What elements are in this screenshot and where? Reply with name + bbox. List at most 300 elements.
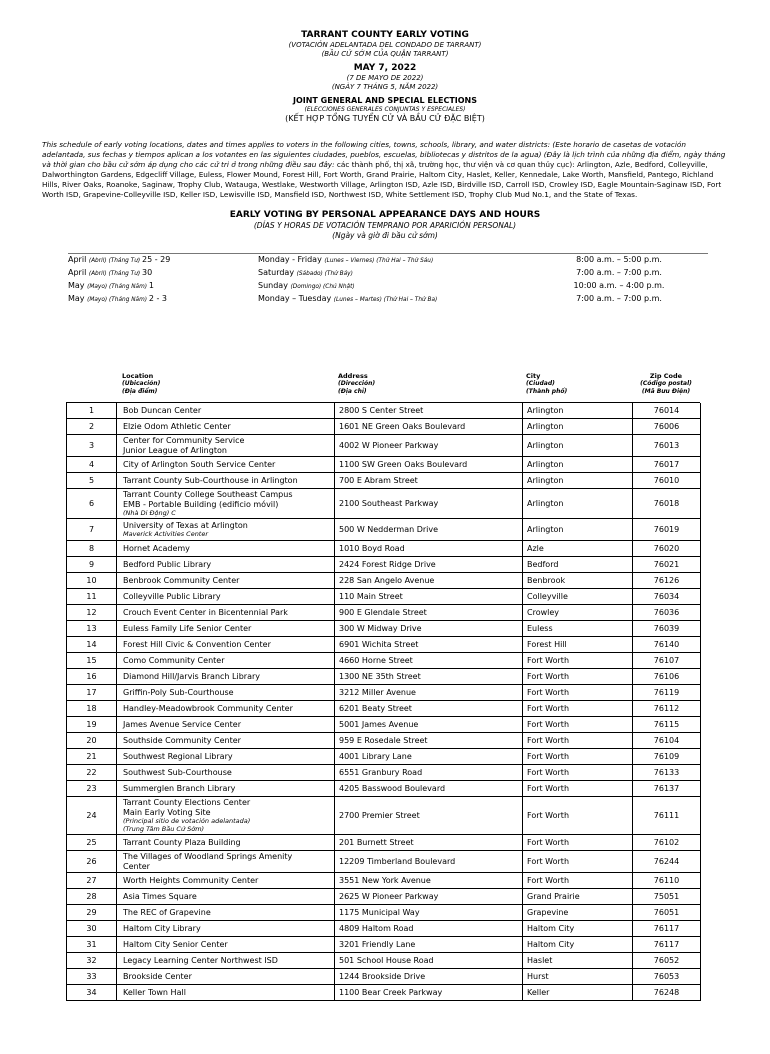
- schedule-row: [68, 254, 708, 267]
- location-name: Colleyville Public Library: [123, 591, 221, 601]
- location-name: Crouch Event Center in Bicentennial Park: [123, 607, 288, 617]
- table-row: [67, 457, 700, 473]
- location-city: Fort Worth: [523, 685, 633, 701]
- location-zip: 76126: [633, 573, 701, 589]
- row-number: 2: [67, 419, 117, 435]
- location-city: Fort Worth: [523, 873, 633, 889]
- location-zip: 76109: [633, 749, 701, 765]
- schedule-hours: 7:00 a.m. – 7:00 p.m.: [576, 294, 662, 303]
- document-title-spanish: (VOTACIÓN ADELANTADA DEL CONDADO DE TARRANT): [288, 41, 482, 49]
- location-name-cell: [117, 921, 335, 937]
- row-number: 4: [67, 457, 117, 473]
- location-name-cell: [117, 889, 335, 905]
- row-number: 20: [67, 733, 117, 749]
- row-number: 10: [67, 573, 117, 589]
- row-number: 24: [67, 797, 117, 835]
- row-number: 25: [67, 835, 117, 851]
- table-row: [67, 835, 700, 851]
- schedule-weekday: Saturday: [258, 268, 297, 277]
- location-name-cell: [117, 905, 335, 921]
- header-location-es: (Ubicación): [122, 380, 161, 387]
- schedule-weekday: Sunday: [258, 281, 291, 290]
- table-header: [66, 372, 700, 402]
- location-name: James Avenue Service Center: [123, 719, 241, 729]
- location-zip: 76052: [633, 953, 701, 969]
- location-name: Handley-Meadowbrook Community Center: [123, 703, 293, 713]
- location-zip: 76112: [633, 701, 701, 717]
- location-zip: 76010: [633, 473, 701, 489]
- location-address: 700 E Abram Street: [335, 473, 523, 489]
- schedule-weekdays: [258, 280, 534, 293]
- location-city: Arlington: [523, 457, 633, 473]
- location-name-cell: [117, 457, 335, 473]
- location-zip: 76107: [633, 653, 701, 669]
- location-zip: 76248: [633, 985, 701, 1001]
- election-name-spanish: (ELECCIONES GENERALES CONJUNTAS Y ESPECIALES): [304, 106, 466, 113]
- location-name-cell: [117, 621, 335, 637]
- location-name: The REC of Grapevine: [123, 907, 211, 917]
- schedule-row: [68, 280, 708, 293]
- location-address: 3212 Miller Avenue: [335, 685, 523, 701]
- location-zip: 76133: [633, 765, 701, 781]
- row-number: 34: [67, 985, 117, 1001]
- location-city: Azle: [523, 541, 633, 557]
- location-name: City of Arlington South Service Center: [123, 459, 276, 469]
- location-name-cell: [117, 835, 335, 851]
- location-city: Fort Worth: [523, 765, 633, 781]
- location-name-cell: [117, 669, 335, 685]
- location-name-cell: [117, 781, 335, 797]
- location-name: University of Texas at Arlington: [123, 520, 248, 530]
- location-name: Tarrant County Plaza Building: [123, 837, 241, 847]
- location-name-cell: [117, 653, 335, 669]
- table-row: [67, 873, 700, 889]
- location-name-cell: [117, 985, 335, 1001]
- location-name-cell: [117, 733, 335, 749]
- location-address: 1244 Brookside Drive: [335, 969, 523, 985]
- table-row: [67, 403, 700, 419]
- header-city: [522, 372, 632, 402]
- table-row: [67, 765, 700, 781]
- row-number: 19: [67, 717, 117, 733]
- table-row: [67, 851, 700, 873]
- schedule-month-translation: (Abril) (Tháng Tư): [88, 258, 142, 264]
- table-row: [67, 937, 700, 953]
- location-address: 4809 Haltom Road: [335, 921, 523, 937]
- location-address: 300 W Midway Drive: [335, 621, 523, 637]
- schedule-weekday-translation: (Domingo) (Chủ Nhật): [290, 284, 355, 290]
- location-address: 1100 SW Green Oaks Boulevard: [335, 457, 523, 473]
- table-row: [67, 953, 700, 969]
- schedule-row: [68, 267, 708, 280]
- table-row: [67, 435, 700, 457]
- table-row: [67, 717, 700, 733]
- section-title: EARLY VOTING BY PERSONAL APPEARANCE DAYS AND HOURS: [229, 210, 541, 220]
- table-row: [67, 519, 700, 541]
- location-name: Brookside Center: [123, 971, 192, 981]
- header-zip-label: Zip Code: [649, 372, 683, 380]
- location-zip: 76020: [633, 541, 701, 557]
- table-row: [67, 889, 700, 905]
- row-number: 33: [67, 969, 117, 985]
- schedule-hours: 7:00 a.m. – 7:00 p.m.: [576, 268, 662, 277]
- location-name: Center for Community Service: [123, 436, 245, 445]
- table-row: [67, 637, 700, 653]
- row-number: 16: [67, 669, 117, 685]
- location-address: 1300 NE 35th Street: [335, 669, 523, 685]
- location-zip: 76104: [633, 733, 701, 749]
- header-address: [334, 372, 522, 402]
- locations-table: [66, 372, 700, 1001]
- location-city: Grapevine: [523, 905, 633, 921]
- intro-paragraph: [42, 140, 728, 200]
- location-name-cell: [117, 749, 335, 765]
- election-date-spanish: (7 DE MAYO DE 2022): [346, 74, 424, 82]
- row-number: 31: [67, 937, 117, 953]
- row-number: 30: [67, 921, 117, 937]
- location-city: Arlington: [523, 473, 633, 489]
- location-address: 1010 Boyd Road: [335, 541, 523, 557]
- location-city: Colleyville: [523, 589, 633, 605]
- document-title-vietnamese: (BẦU CỬ SỚM CỦA QUẬN TARRANT): [321, 50, 449, 58]
- schedule-weekdays: [258, 254, 534, 267]
- location-name: Diamond Hill/Jarvis Branch Library: [123, 671, 260, 681]
- location-name: Euless Family Life Senior Center: [123, 623, 252, 633]
- schedule-table: [68, 253, 708, 306]
- schedule-dates: [68, 280, 258, 293]
- location-name-cell: [117, 435, 335, 457]
- table-row: [67, 733, 700, 749]
- location-zip: 76244: [633, 851, 701, 873]
- row-number: 22: [67, 765, 117, 781]
- table-row: [67, 669, 700, 685]
- row-number: 9: [67, 557, 117, 573]
- location-city: Benbrook: [523, 573, 633, 589]
- schedule-days: 2 - 3: [148, 294, 168, 303]
- location-name: Benbrook Community Center: [123, 575, 240, 585]
- schedule-row: [68, 293, 708, 306]
- location-name: Worth Heights Community Center: [123, 875, 259, 885]
- location-address: 1100 Bear Creek Parkway: [335, 985, 523, 1001]
- schedule-weekday-translation: (Sábado) (Thứ Bảy): [296, 271, 353, 277]
- location-address: 4205 Basswood Boulevard: [335, 781, 523, 797]
- location-name-cell: [117, 403, 335, 419]
- row-number: 13: [67, 621, 117, 637]
- location-zip: 76117: [633, 921, 701, 937]
- location-name: Asia Times Square: [123, 891, 197, 901]
- schedule-month: May: [68, 281, 88, 290]
- table-row: [67, 589, 700, 605]
- table-row: [67, 905, 700, 921]
- location-name: Haltom City Library: [123, 923, 201, 933]
- location-city: Fort Worth: [523, 717, 633, 733]
- header-zip-vi: (Mã Bưu Điện): [641, 388, 691, 395]
- section-title-spanish: (DÍAS Y HORAS DE VOTACIÓN TEMPRANO POR APARICIÓN PERSONAL): [253, 221, 517, 230]
- location-name-cell: [117, 541, 335, 557]
- row-number: 14: [67, 637, 117, 653]
- header-city-es: (Ciudad): [526, 380, 555, 387]
- election-date: MAY 7, 2022: [353, 63, 417, 73]
- location-zip: 76006: [633, 419, 701, 435]
- location-name: Griffin-Poly Sub-Courthouse: [123, 687, 234, 697]
- location-name: Como Community Center: [123, 655, 225, 665]
- schedule-hours: 10:00 a.m. – 4:00 p.m.: [573, 281, 665, 290]
- location-address: 110 Main Street: [335, 589, 523, 605]
- document-page: [0, 30, 770, 1054]
- location-note: (Trung Tâm Bầu Cử Sớm): [123, 825, 205, 833]
- location-city: Fort Worth: [523, 733, 633, 749]
- schedule-month: April: [68, 268, 89, 277]
- table-row: [67, 621, 700, 637]
- location-address: 4001 Library Lane: [335, 749, 523, 765]
- schedule-days: 25 - 29: [142, 255, 171, 264]
- row-number: 1: [67, 403, 117, 419]
- location-address: 12209 Timberland Boulevard: [335, 851, 523, 873]
- location-city: Forest Hill: [523, 637, 633, 653]
- location-city: Fort Worth: [523, 653, 633, 669]
- schedule-weekday: Monday – Tuesday: [258, 294, 334, 303]
- location-name: EMB - Portable Building (edificio móvil): [123, 499, 279, 509]
- location-name: Haltom City Senior Center: [123, 939, 228, 949]
- row-number: 11: [67, 589, 117, 605]
- row-number: 7: [67, 519, 117, 541]
- location-name-cell: [117, 937, 335, 953]
- location-city: Fort Worth: [523, 701, 633, 717]
- location-zip: 76051: [633, 905, 701, 921]
- table-row: [67, 489, 700, 519]
- location-name: Legacy Learning Center Northwest ISD: [123, 955, 278, 965]
- location-address: 2424 Forest Ridge Drive: [335, 557, 523, 573]
- location-address: 1175 Municipal Way: [335, 905, 523, 921]
- location-name-cell: [117, 717, 335, 733]
- row-number: 3: [67, 435, 117, 457]
- row-number: 18: [67, 701, 117, 717]
- header-zip: [632, 372, 700, 402]
- row-number: 28: [67, 889, 117, 905]
- location-city: Crowley: [523, 605, 633, 621]
- location-name: Junior League of Arlington: [123, 445, 227, 455]
- location-address: 3551 New York Avenue: [335, 873, 523, 889]
- location-note: (Principal sitio de votación adelantada): [123, 817, 251, 825]
- location-city: Fort Worth: [523, 835, 633, 851]
- document-header: [0, 30, 770, 124]
- location-name: Bedford Public Library: [123, 559, 212, 569]
- location-city: Keller: [523, 985, 633, 1001]
- location-city: Euless: [523, 621, 633, 637]
- row-number: 5: [67, 473, 117, 489]
- location-address: 6551 Granbury Road: [335, 765, 523, 781]
- location-name-cell: [117, 969, 335, 985]
- location-name-cell: [117, 851, 335, 873]
- location-zip: 76017: [633, 457, 701, 473]
- location-name: Summerglen Branch Library: [123, 783, 236, 793]
- table-row: [67, 685, 700, 701]
- location-name-cell: [117, 519, 335, 541]
- schedule-weekday-translation: (Lunes – Viernes) (Thứ Hai – Thứ Sáu): [324, 258, 434, 264]
- schedule-month-translation: (Mayo) (Tháng Năm): [87, 297, 149, 303]
- row-number: 8: [67, 541, 117, 557]
- location-zip: 76036: [633, 605, 701, 621]
- location-city: Bedford: [523, 557, 633, 573]
- location-zip: 76140: [633, 637, 701, 653]
- location-name: Keller Town Hall: [123, 987, 186, 997]
- header-address-vi: (Địa chỉ): [338, 388, 367, 395]
- table-row: [67, 701, 700, 717]
- row-number: 15: [67, 653, 117, 669]
- section-title-vietnamese: (Ngày và giờ đi bầu cử sớm): [332, 231, 438, 240]
- location-zip: 76014: [633, 403, 701, 419]
- location-zip: 76018: [633, 489, 701, 519]
- location-name-cell: [117, 637, 335, 653]
- location-address: 3201 Friendly Lane: [335, 937, 523, 953]
- location-zip: 76039: [633, 621, 701, 637]
- document-title: TARRANT COUNTY EARLY VOTING: [301, 30, 469, 40]
- location-city: Arlington: [523, 419, 633, 435]
- location-zip: 76115: [633, 717, 701, 733]
- election-name-vietnamese: (KẾT HỢP TỔNG TUYỂN CỬ VÀ BẦU CỬ ĐẶC BIỆT): [285, 114, 485, 123]
- row-number: 6: [67, 489, 117, 519]
- intro-italic-text: This schedule of early voting locations, dates and times applies to voters in the following cities, towns, schools, library, and water districts: (Este horario de casetas de votación adelantada, sus fechas y tiempos aplican a los votantes en las siguientes ciudades, pueblos, escuelas, bibliotecas y distritos de la agua) (Đây là lịch trình của những địa điểm, ngày tháng và thời gian cho bầu cử sớm áp dụng cho các cử tri ở trong những điều sau đây:: [42, 140, 726, 169]
- location-address: 5001 James Avenue: [335, 717, 523, 733]
- location-address: 2800 S Center Street: [335, 403, 523, 419]
- location-city: Fort Worth: [523, 669, 633, 685]
- schedule-weekday: Monday - Friday: [258, 255, 325, 264]
- location-city: Arlington: [523, 403, 633, 419]
- location-zip: 76137: [633, 781, 701, 797]
- location-note: (Nhà Di Động) C: [123, 509, 176, 517]
- location-city: Arlington: [523, 519, 633, 541]
- location-name: Hornet Academy: [123, 543, 190, 553]
- location-address: 2700 Premier Street: [335, 797, 523, 835]
- table-row: [67, 473, 700, 489]
- location-zip: 76106: [633, 669, 701, 685]
- header-address-es: (Dirección): [338, 380, 376, 387]
- row-number: 27: [67, 873, 117, 889]
- location-city: Hurst: [523, 969, 633, 985]
- schedule-days: 30: [142, 268, 153, 277]
- table-row: [67, 985, 700, 1001]
- location-zip: 76034: [633, 589, 701, 605]
- location-name-cell: [117, 953, 335, 969]
- table-row: [67, 781, 700, 797]
- table-row: [67, 921, 700, 937]
- table-row: [67, 419, 700, 435]
- row-number: 12: [67, 605, 117, 621]
- location-city: Arlington: [523, 435, 633, 457]
- location-name-cell: [117, 473, 335, 489]
- location-note: Maverick Activities Center: [123, 530, 209, 539]
- table-row: [67, 749, 700, 765]
- header-city-vi: (Thành phố): [526, 388, 568, 395]
- location-address: 959 E Rosedale Street: [335, 733, 523, 749]
- schedule-weekdays: [258, 293, 534, 306]
- location-name-cell: [117, 797, 335, 835]
- location-name: Southside Community Center: [123, 735, 241, 745]
- intro-plain-text: các thành phố, thị xã, trường học, thư viện và cơ quan thủy cục): Arlington, Azle, Bedford, Colleyville, Dalworthington Gardens, Edgecliff Village, Euless, Flower Mound, Forest Hill, Fort Worth, Grand Prairie, Haltom City, Haslet, Keller, Kennedale, Lake Worth, Mansfield, Pantego, Richland Hills, River Oaks, Roanoke, Saginaw, Trophy Club, Watauga, Westlake, Westworth Village, Arlington ISD, Azle ISD, Birdville ISD, Carroll ISD, Crowley ISD, Eagle Mountain-Saginaw ISD, Fort Worth ISD, Grapevine-Colleyville ISD, Keller ISD, Lewisville ISD, Mansfield ISD, Northwest ISD, White Settlement ISD, Trophy Club Mud No.1, and the State of Texas.: [42, 160, 722, 199]
- location-address: 501 School House Road: [335, 953, 523, 969]
- location-city: Fort Worth: [523, 851, 633, 873]
- location-name-cell: [117, 557, 335, 573]
- location-address: 900 E Glendale Street: [335, 605, 523, 621]
- location-address: 1601 NE Green Oaks Boulevard: [335, 419, 523, 435]
- schedule-weekday-translation: (Lunes – Martes) (Thứ Hai – Thứ Ba): [333, 297, 438, 303]
- schedule-hours: 8:00 a.m. – 5:00 p.m.: [576, 255, 662, 264]
- location-zip: 76117: [633, 937, 701, 953]
- location-name: The Villages of Woodland Springs Amenity: [123, 852, 293, 861]
- location-address: 201 Burnett Street: [335, 835, 523, 851]
- header-address-label: Address: [338, 372, 368, 380]
- location-zip: 76053: [633, 969, 701, 985]
- location-city: Haltom City: [523, 921, 633, 937]
- table-body: [66, 402, 700, 1001]
- location-address: 500 W Nedderman Drive: [335, 519, 523, 541]
- location-city: Grand Prairie: [523, 889, 633, 905]
- location-zip: 76021: [633, 557, 701, 573]
- location-address: 4660 Horne Street: [335, 653, 523, 669]
- location-name: Main Early Voting Site: [123, 807, 211, 817]
- table-row: [67, 605, 700, 621]
- location-address: 6901 Wichita Street: [335, 637, 523, 653]
- location-name-cell: [117, 701, 335, 717]
- row-number: 29: [67, 905, 117, 921]
- section-heading: [0, 210, 770, 241]
- location-name: Forest Hill Civic & Convention Center: [123, 639, 271, 649]
- location-name: Tarrant County College Southeast Campus: [123, 490, 293, 499]
- location-zip: 76111: [633, 797, 701, 835]
- row-number: 21: [67, 749, 117, 765]
- location-zip: 76110: [633, 873, 701, 889]
- header-location-label: Location: [122, 372, 154, 380]
- header-location-vi: (Địa điểm): [122, 388, 158, 395]
- row-number: 23: [67, 781, 117, 797]
- table-row: [67, 653, 700, 669]
- row-number: 26: [67, 851, 117, 873]
- schedule-weekdays: [258, 267, 534, 280]
- location-zip: 75051: [633, 889, 701, 905]
- row-number: 32: [67, 953, 117, 969]
- table-row: [67, 797, 700, 835]
- location-city: Fort Worth: [523, 749, 633, 765]
- header-city-label: City: [526, 372, 541, 380]
- location-zip: 76019: [633, 519, 701, 541]
- location-name: Southwest Sub-Courthouse: [123, 767, 232, 777]
- location-city: Fort Worth: [523, 797, 633, 835]
- table-row: [67, 557, 700, 573]
- location-name: Bob Duncan Center: [123, 405, 202, 415]
- header-zip-es: (Código postal): [640, 380, 692, 387]
- location-city: Haltom City: [523, 937, 633, 953]
- row-number: 17: [67, 685, 117, 701]
- location-city: Haslet: [523, 953, 633, 969]
- table-row: [67, 541, 700, 557]
- location-name: Southwest Regional Library: [123, 751, 233, 761]
- location-name-cell: [117, 489, 335, 519]
- location-address: 4002 W Pioneer Parkway: [335, 435, 523, 457]
- location-zip: 76013: [633, 435, 701, 457]
- location-name-cell: [117, 873, 335, 889]
- location-city: Arlington: [523, 489, 633, 519]
- location-name-cell: [117, 589, 335, 605]
- schedule-days: 1: [148, 281, 154, 290]
- header-location: [116, 372, 334, 402]
- location-name-cell: [117, 685, 335, 701]
- location-name-cell: [117, 765, 335, 781]
- location-name-cell: [117, 573, 335, 589]
- table-row: [67, 573, 700, 589]
- location-zip: 76119: [633, 685, 701, 701]
- location-name: Tarrant County Elections Center: [123, 798, 251, 807]
- location-address: 2100 Southeast Parkway: [335, 489, 523, 519]
